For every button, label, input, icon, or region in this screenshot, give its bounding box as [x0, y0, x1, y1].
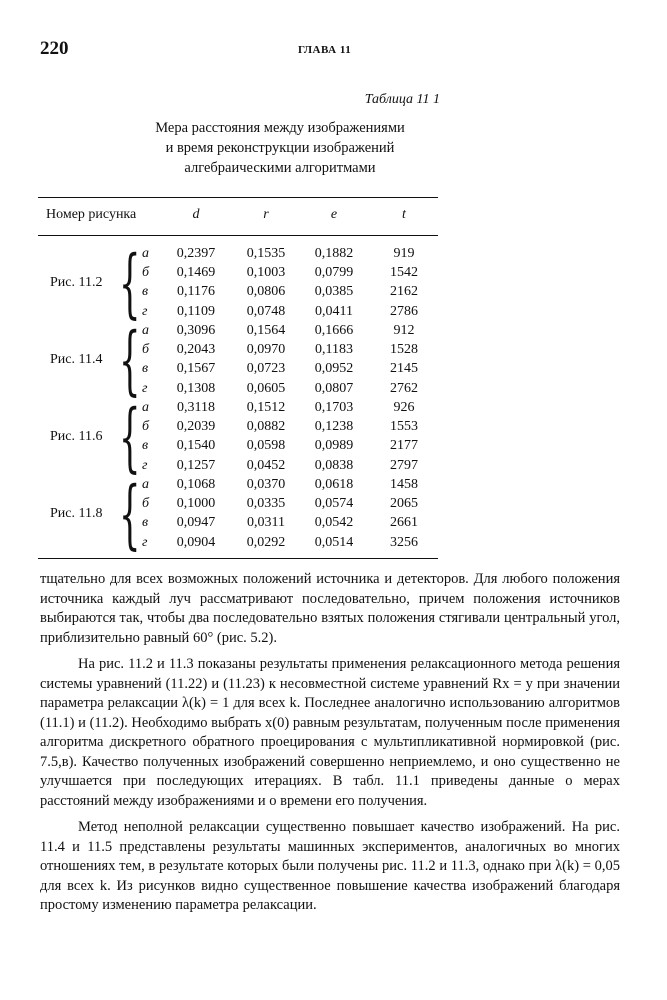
cell-d: 0,1176 [177, 284, 215, 300]
table-row [0, 284, 450, 303]
figure-label: Рис. 11.2 [50, 275, 103, 290]
table-row [0, 400, 450, 419]
row-letter: б [142, 419, 150, 435]
cell-e: 0,0574 [314, 496, 354, 512]
cell-d: 0,1567 [176, 361, 216, 377]
table-group [0, 470, 450, 558]
body-text [40, 570, 620, 923]
cell-d: 0,1068 [176, 477, 216, 492]
table-top-rule [38, 197, 438, 198]
row-letter: в [142, 284, 149, 300]
cell-d: 0,1469 [176, 265, 216, 281]
cell-d: 0,2039 [176, 419, 216, 435]
cell-t: 912 [393, 323, 415, 338]
cell-t: 2145 [390, 361, 418, 377]
row-letter: г [142, 303, 148, 319]
caption-line: алгебраическими алгоритмами [184, 160, 376, 176]
table-bottom-rule [38, 558, 438, 559]
cell-d: 0,1308 [176, 380, 216, 396]
cell-t: 919 [393, 246, 415, 261]
cell-r: 0,0311 [247, 515, 285, 531]
table-group [0, 316, 450, 404]
row-letter: б [142, 342, 150, 358]
cell-t: 2162 [390, 284, 418, 300]
caption-line: и время реконструкции изображений [165, 140, 395, 156]
cell-e: 0,0799 [314, 265, 354, 281]
page-number: 220 [40, 38, 69, 59]
row-letter: а [142, 246, 149, 261]
cell-r: 0,1535 [246, 246, 286, 261]
cell-e: 0,0952 [314, 361, 354, 377]
cell-e: 0,0385 [314, 284, 354, 300]
cell-e: 0,0807 [314, 380, 354, 396]
cell-t: 3256 [390, 534, 418, 550]
table-row [0, 246, 450, 265]
cell-e: 0,0618 [314, 477, 354, 492]
cell-e: 0,1703 [314, 400, 354, 415]
table-row [0, 304, 450, 323]
cell-d: 0,2043 [176, 342, 216, 358]
column-header-figure: Номер рисунка [46, 207, 137, 222]
table-row [0, 361, 450, 380]
cell-d: 0,3118 [177, 400, 215, 415]
column-header-r: r [263, 207, 269, 222]
figure-label: Рис. 11.4 [50, 352, 103, 367]
cell-r: 0,0452 [246, 457, 286, 473]
cell-r: 0,0598 [246, 438, 286, 454]
row-letter: б [142, 496, 150, 512]
cell-e: 0,0514 [314, 534, 354, 550]
cell-t: 1458 [390, 477, 418, 492]
cell-t: 926 [393, 400, 415, 415]
cell-t: 2177 [390, 438, 418, 454]
brace-icon: { [119, 393, 141, 481]
table-label: Таблица 11 1 [364, 92, 440, 107]
cell-t: 1528 [390, 342, 418, 358]
table-row [0, 265, 450, 284]
cell-t: 1553 [390, 419, 418, 435]
table-row [0, 477, 450, 496]
cell-d: 0,1109 [177, 303, 215, 319]
column-header-e: e [330, 207, 338, 222]
paragraph: Метод неполной релаксации существенно повышает качество изображений. На рис. 11.4 и 11.5 представлены результаты машинных экспериментов, аналогичных во многих отношениях тем, в результате которых были получены рис. 11.2 и 11.3, однако при λ(k) = 0,05 для всех k. Из рисунков видно существенное повышение качества изображений благодаря простому изменению параметра релаксации. [40, 819, 620, 913]
cell-r: 0,0806 [246, 284, 286, 300]
row-letter: а [142, 400, 149, 415]
row-letter: б [142, 265, 150, 281]
table-group [0, 393, 450, 481]
cell-e: 0,1238 [314, 419, 354, 435]
cell-d: 0,0947 [176, 515, 216, 531]
cell-r: 0,0882 [246, 419, 286, 435]
table-row [0, 323, 450, 342]
cell-e: 0,0542 [314, 515, 354, 531]
cell-d: 0,1257 [176, 457, 216, 473]
table-row [0, 535, 450, 554]
cell-d: 0,1000 [176, 496, 216, 512]
paragraph: На рис. 11.2 и 11.3 показаны результаты применения релаксационного метода решения системы уравнений (11.22) и (11.23) к несовместной системе уравнений Rx = y при значении параметра релаксации λ(k) = 1 для всех k. Последнее аналогично использованию алгоритмов (11.1) и (11.2). Необходимо выбрать x(0) равным результатам, полученным после применения алгоритма дискретного обратного проецирования с мультипликативной нормировкой (рис. 7.5,в). Качество полученных изображений совершенно неприемлемо, и оно существенно не улучшается при последующих итерациях. В табл. 11.1 приведены данные о мерах расстояний между изображениями и о времени его получения. [40, 656, 620, 809]
cell-d: 0,0904 [176, 534, 216, 550]
cell-r: 0,0970 [246, 342, 286, 358]
cell-r: 0,0370 [246, 477, 286, 492]
caption-line: Мера расстояния между изображениями [155, 120, 405, 136]
figure-label: Рис. 11.6 [50, 429, 103, 444]
running-head: ГЛАВА 11 [298, 44, 352, 56]
cell-t: 2762 [390, 380, 418, 396]
table-row [0, 381, 450, 400]
table-header-rule [38, 235, 438, 236]
cell-r: 0,0748 [246, 303, 286, 319]
cell-t: 2797 [390, 457, 418, 473]
cell-r: 0,0723 [246, 361, 286, 377]
cell-r: 0,0335 [246, 496, 286, 512]
row-letter: в [142, 361, 149, 377]
row-letter: а [142, 477, 149, 492]
brace-icon: { [119, 239, 141, 327]
table-row [0, 458, 450, 477]
table-row [0, 342, 450, 361]
cell-r: 0,1564 [246, 323, 286, 338]
row-letter: а [142, 323, 149, 338]
cell-t: 2661 [390, 515, 418, 531]
table-group [0, 239, 450, 327]
cell-r: 0,0292 [246, 534, 286, 550]
column-header-d: d [192, 207, 200, 222]
row-letter: г [142, 534, 148, 550]
cell-e: 0,1882 [314, 246, 354, 261]
cell-e: 0,1183 [315, 342, 353, 358]
table-caption [80, 118, 480, 178]
table-row [0, 515, 450, 534]
cell-t: 2065 [390, 496, 418, 512]
cell-e: 0,0838 [314, 457, 354, 473]
table-row [0, 496, 450, 515]
row-letter: в [142, 515, 149, 531]
cell-r: 0,1003 [246, 265, 286, 281]
table-row [0, 438, 450, 457]
brace-icon: { [119, 470, 141, 558]
cell-t: 2786 [390, 303, 418, 319]
column-header-t: t [402, 207, 406, 222]
cell-r: 0,1512 [246, 400, 286, 415]
cell-t: 1542 [390, 265, 418, 281]
brace-icon: { [119, 316, 141, 404]
cell-e: 0,0411 [315, 303, 353, 319]
table-row [0, 419, 450, 438]
figure-label: Рис. 11.8 [50, 506, 103, 521]
cell-d: 0,2397 [176, 246, 216, 261]
cell-r: 0,0605 [246, 380, 286, 396]
row-letter: в [142, 438, 149, 454]
row-letter: г [142, 457, 148, 473]
cell-e: 0,0989 [314, 438, 354, 454]
cell-d: 0,3096 [176, 323, 216, 338]
row-letter: г [142, 380, 148, 396]
cell-d: 0,1540 [176, 438, 216, 454]
paragraph: тщательно для всех возможных положений источника и детекторов. Для любого положения источника каждый луч рассматривают последовательно, причем положения источников выбираются так, чтобы два последовательно взятых положения стягивали центральный угол, приблизительно равный 60° (рис. 5.2). [40, 571, 620, 646]
cell-e: 0,1666 [314, 323, 354, 338]
